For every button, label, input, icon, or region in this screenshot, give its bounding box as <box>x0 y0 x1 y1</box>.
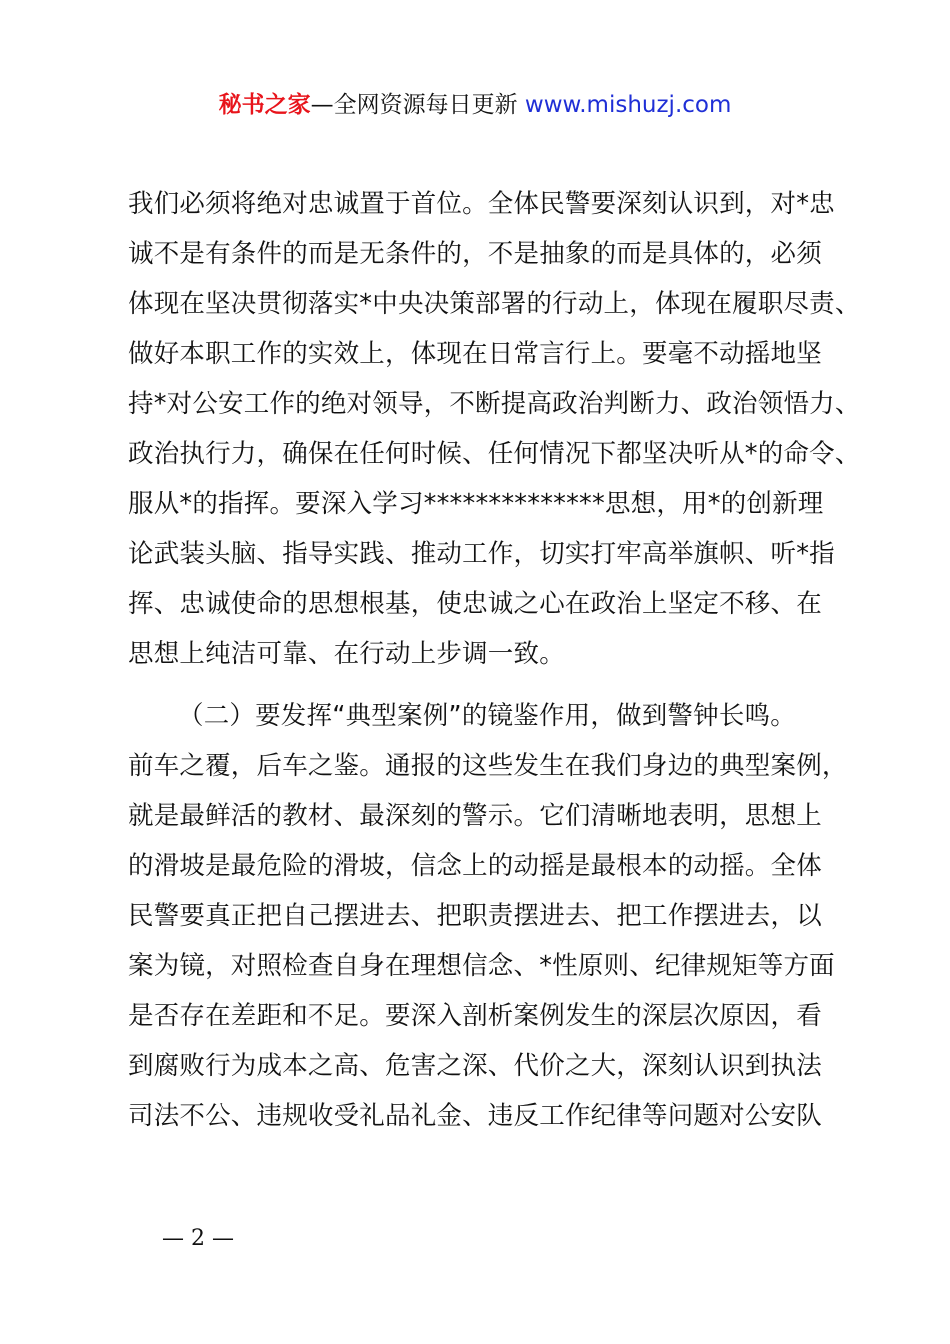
body-line: 我们必须将绝对忠诚置于首位。全体民警要深刻认识到，对*忠 <box>128 189 835 219</box>
body-line: 到腐败行为成本之高、危害之深、代价之大，深刻认识到执法 <box>128 1051 822 1081</box>
body-line: 做好本职工作的实效上，体现在日常言行上。要毫不动摇地坚 <box>128 339 822 369</box>
site-tagline: —全网资源每日更新 <box>310 92 525 118</box>
site-url-link[interactable]: www.mishuzj.com <box>524 92 732 118</box>
body-line: 持*对公安工作的绝对领导，不断提高政治判断力、政治领悟力、 <box>128 389 861 419</box>
body-line: 服从*的指挥。要深入学习**************思想，用*的创新理 <box>128 489 824 519</box>
body-line: 体现在坚决贯彻落实*中央决策部署的行动上，体现在履职尽责、 <box>128 289 861 319</box>
body-line: 思想上纯洁可靠、在行动上步调一致。 <box>128 639 565 669</box>
body-line: 就是最鲜活的教材、最深刻的警示。它们清晰地表明，思想上 <box>128 801 822 831</box>
body-line: 的滑坡是最危险的滑坡，信念上的动摇是最根本的动摇。全体 <box>128 851 822 881</box>
body-line: 挥、忠诚使命的思想根基，使忠诚之心在政治上坚定不移、在 <box>128 589 822 619</box>
body-line: 案为镜，对照检查自身在理想信念、*性原则、纪律规矩等方面 <box>128 951 835 981</box>
body-line: 是否存在差距和不足。要深入剖析案例发生的深层次原因，看 <box>128 1001 822 1031</box>
body-line: 论武装头脑、指导实践、推动工作，切实打牢高举旗帜、听*指 <box>128 539 835 569</box>
section-heading: （二）要发挥“典型案例”的镜鉴作用，做到警钟长鸣。 <box>178 701 796 731</box>
body-line: 民警要真正把自己摆进去、把职责摆进去、把工作摆进去，以 <box>128 901 822 931</box>
body-line: 政治执行力，确保在任何时候、任何情况下都坚决听从*的命令、 <box>128 439 861 469</box>
body-line: 诚不是有条件的而是无条件的，不是抽象的而是具体的，必须 <box>128 239 822 269</box>
page-number: — 2 — <box>162 1226 234 1251</box>
body-line: 前车之覆，后车之鉴。通报的这些发生在我们身边的典型案例， <box>128 751 848 781</box>
site-header <box>0 88 950 122</box>
body-line: 司法不公、违规收受礼品礼金、违反工作纪律等问题对公安队 <box>128 1101 822 1131</box>
site-brand: 秘书之家 <box>218 92 311 118</box>
